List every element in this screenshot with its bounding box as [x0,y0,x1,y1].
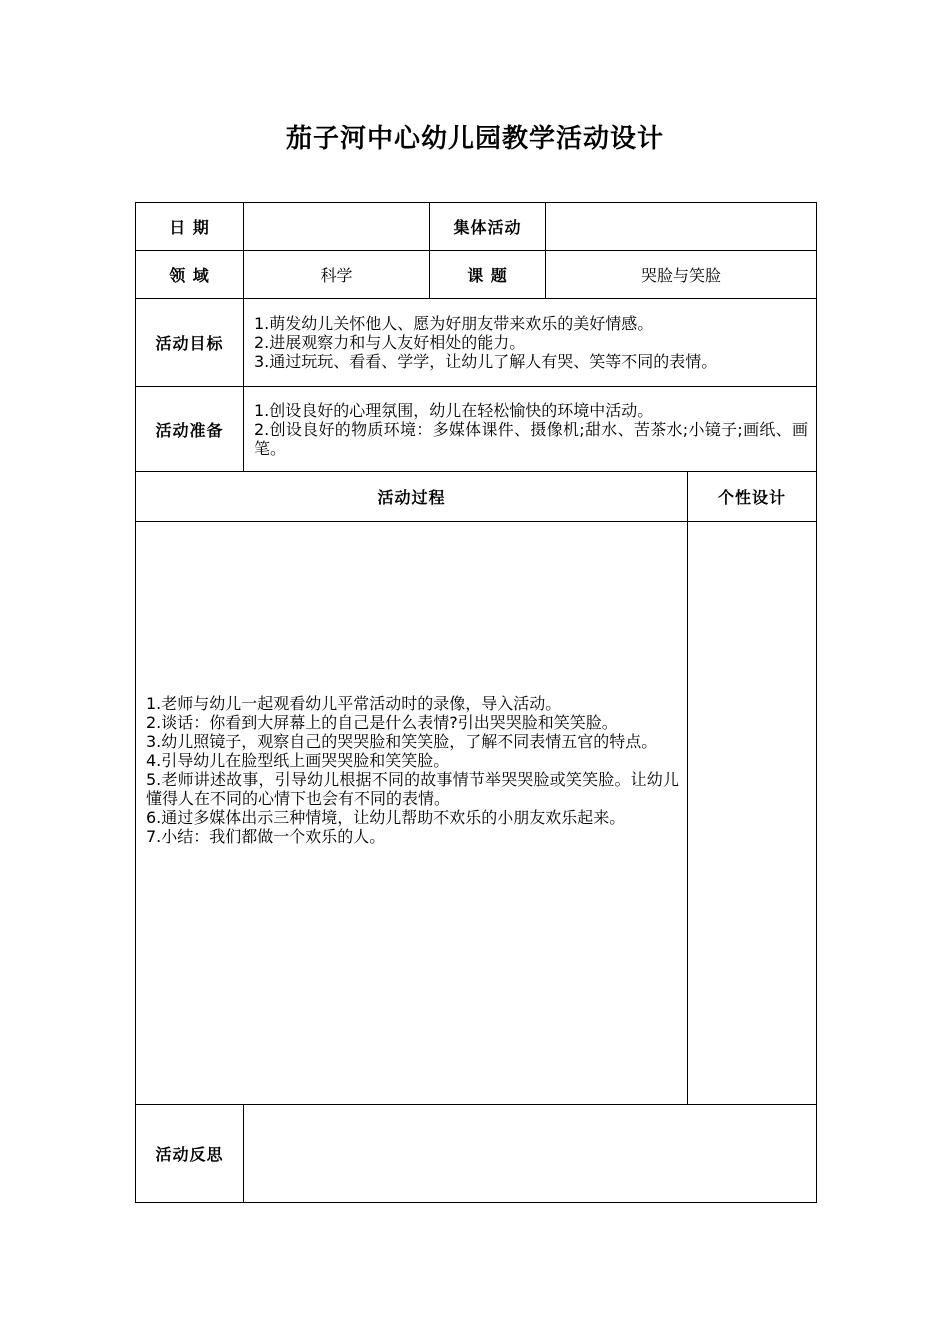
process-step: 2.谈话：你看到大屏幕上的自己是什么表情?引出哭哭脸和笑笑脸。 [146,713,618,732]
topic-value: 哭脸与笑脸 [546,251,817,299]
goal-item: 2.进展观察力和与人友好相处的能力。 [254,333,526,352]
topic-label: 课 题 [430,251,546,299]
preparation-item: 1.创设良好的心理氛围，幼儿在轻松愉快的环境中活动。 [254,400,654,420]
goals-label: 活动目标 [136,299,244,387]
reflection-label: 活动反思 [136,1105,244,1203]
group-activity-value [546,203,817,251]
goal-item: 3.通过玩玩、看看、学学，让幼儿了解人有哭、笑等不同的表情。 [254,352,718,371]
process-step: 6.通过多媒体出示三种情境，让幼儿帮助不欢乐的小朋友欢乐起来。 [146,808,626,827]
goals-content [244,299,817,387]
preparation-item: 2.创设良好的物质环境：多媒体课件、摄像机;甜水、苦茶水;小镜子;画纸、画笔。 [254,419,808,458]
personal-design-header: 个性设计 [688,472,817,522]
domain-label: 领 域 [136,251,244,299]
preparation-label: 活动准备 [136,387,244,472]
date-label: 日 期 [136,203,244,251]
process-step: 7.小结：我们都做一个欢乐的人。 [146,827,386,846]
reflection-content [244,1105,817,1203]
process-header: 活动过程 [136,472,688,522]
personal-design-content [688,522,817,1105]
date-value [244,203,430,251]
preparation-content [244,387,817,472]
activity-design-table [135,202,817,1203]
goal-item: 1.萌发幼儿关怀他人、愿为好朋友带来欢乐的美好情感。 [254,314,654,333]
process-step: 4.引导幼儿在脸型纸上画哭哭脸和笑笑脸。 [146,751,450,770]
domain-value: 科学 [244,251,430,299]
page-title: 茄子河中心幼儿园教学活动设计 [285,124,664,154]
process-step: 1.老师与幼儿一起观看幼儿平常活动时的录像，导入活动。 [146,694,562,713]
process-content [136,522,688,1105]
group-activity-label: 集体活动 [430,203,546,251]
process-step: 5.老师讲述故事，引导幼儿根据不同的故事情节举哭哭脸或笑笑脸。让幼儿懂得人在不同的心情下也会有不同的表情。 [146,770,679,808]
process-step: 3.幼儿照镜子，观察自己的哭哭脸和笑笑脸，了解不同表情五官的特点。 [146,732,658,751]
